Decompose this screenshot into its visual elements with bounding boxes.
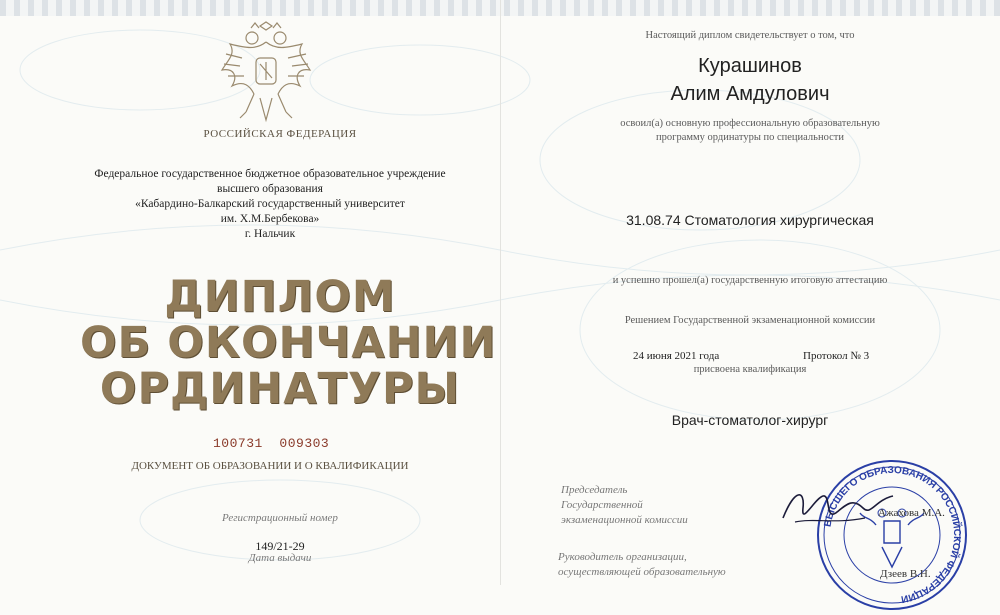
diploma-serial-number: 100731 009303: [213, 436, 330, 451]
attestation-statement: и успешно прошел(а) государственную итоговую аттестацию: [612, 275, 888, 286]
institution-line: Федеральное государственное бюджетное образовательное учреждение: [94, 168, 446, 180]
page-fold: [500, 0, 501, 585]
registration-number: 149/21-29: [255, 539, 305, 553]
head-title-line: Руководитель организации,: [558, 551, 687, 563]
qualification-assigned-label: присвоена квалификация: [693, 364, 807, 375]
commission-decision: Решением Государственной экзаменационной комиссии: [624, 315, 876, 326]
commission-chair-name: Ажахова М.А.: [878, 507, 945, 519]
chair-title-line: Государственной: [561, 499, 643, 511]
program-statement-line: освоил(а) основную профессиональную образовательную: [620, 118, 880, 129]
head-title-line: осуществляющей образовательную: [558, 566, 726, 578]
organization-head-name: Дзеев В.Н.: [880, 568, 931, 580]
graduate-given-names: Алим Амдулович: [670, 83, 830, 105]
registration-number-label: Регистрационный номер: [222, 512, 338, 524]
protocol-number: Протокол № 3: [803, 350, 870, 362]
issue-date-label: Дата выдачи: [248, 552, 312, 564]
organization-head-title: [558, 550, 778, 580]
diploma-title-line-3: ОРДИНАТУРЫ: [99, 364, 461, 414]
chair-title-line: экзаменационной комиссии: [561, 514, 688, 526]
diploma-title-line-2: ОБ ОКОНЧАНИИ: [80, 318, 497, 368]
graduate-surname: Курашинов: [698, 55, 802, 77]
institution-line: высшего образования: [217, 183, 323, 195]
specialty: 31.08.74 Стоматология хирургическая: [626, 212, 874, 228]
institution-line: им. Х.М.Бербекова»: [220, 213, 320, 225]
chair-title-line: Председатель: [561, 484, 628, 496]
program-statement-line: программу ординатуры по специальности: [656, 132, 844, 143]
decision-date: 24 июня 2021 года: [633, 350, 720, 362]
institution-name: [60, 167, 480, 242]
diploma-title-line-1: ДИПЛОМ: [164, 272, 396, 322]
qualification: Врач-стоматолог-хирург: [671, 412, 829, 428]
program-statement: [540, 117, 960, 145]
double-headed-eagle-emblem-icon: [216, 20, 316, 128]
institution-line: г. Нальчик: [244, 228, 296, 240]
stamp-text: ВЫСШЕГО ОБРАЗОВАНИЯ РОССИЙСКОЙ ФЕДЕРАЦИИ: [822, 464, 963, 605]
certificate-intro: Настоящий диплом свидетельствует о том, что: [645, 30, 855, 41]
document-type: ДОКУМЕНТ ОБ ОБРАЗОВАНИИ И О КВАЛИФИКАЦИИ: [131, 460, 409, 472]
country-name: РОССИЙСКАЯ ФЕДЕРАЦИЯ: [203, 128, 357, 140]
institution-line: «Кабардино-Балкарский государственный университет: [135, 198, 405, 210]
commission-chair-title: [561, 483, 761, 528]
